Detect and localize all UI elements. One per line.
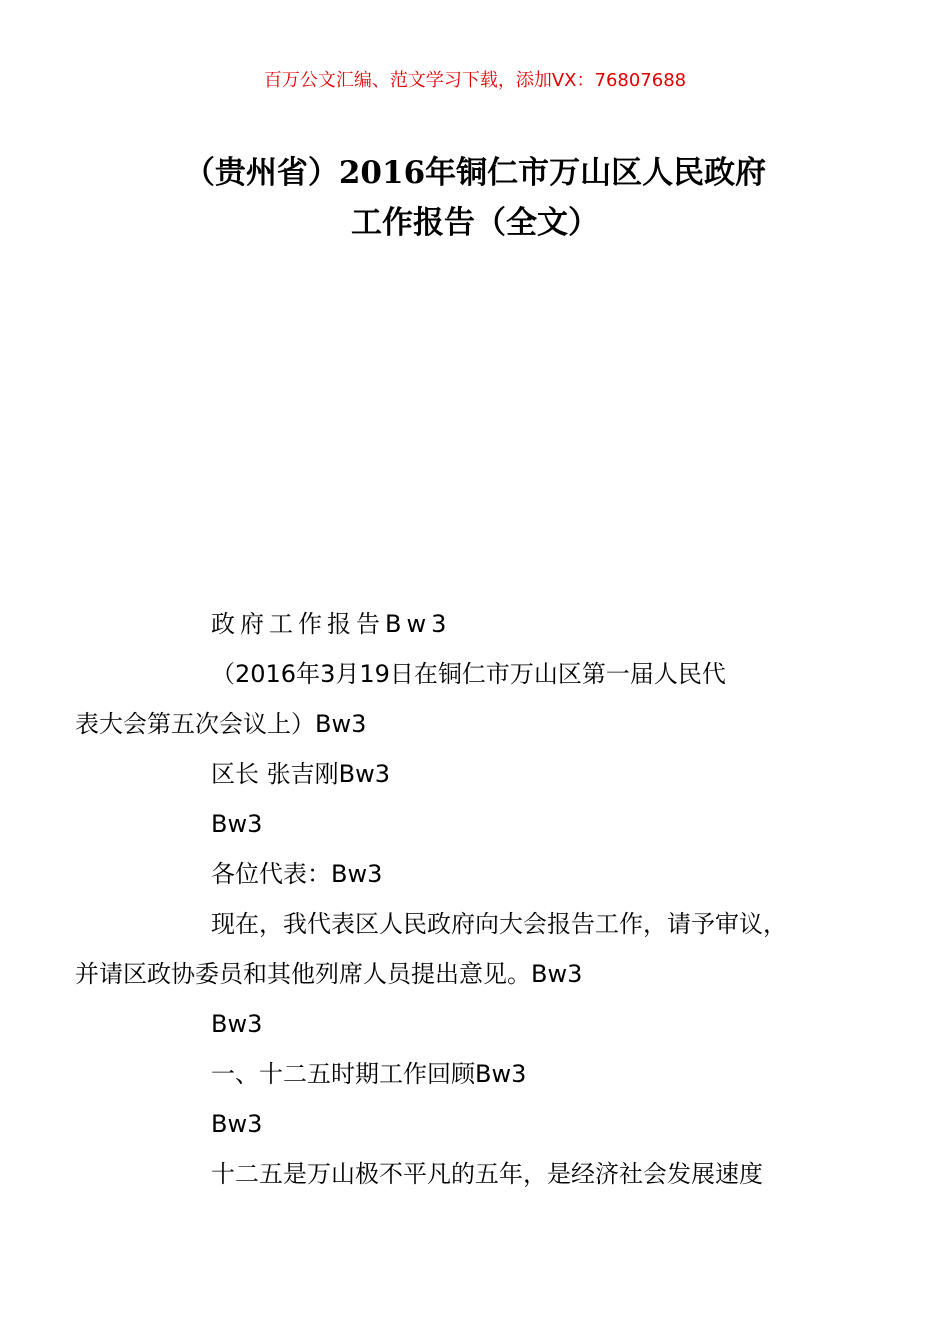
paragraph-marker: [143, 1099, 843, 1149]
paragraph-marker: [143, 799, 843, 849]
paragraph-line: 区长 张吉刚Bw3: [211, 760, 390, 788]
paragraph-line: Bw3: [211, 1110, 263, 1138]
paragraph-line: 现在，我代表区人民政府向大会报告工作，请予审议，: [211, 910, 787, 938]
paragraph-line: Bw3: [211, 810, 263, 838]
paragraph-line: 政府工作报告Bw3: [211, 610, 452, 638]
paragraph-speaker: [143, 749, 843, 799]
paragraph-line: Bw3: [211, 1010, 263, 1038]
paragraph-opening: [75, 899, 843, 999]
document-title: [100, 148, 850, 248]
document-body: [75, 599, 843, 1199]
paragraph-line: 并请区政协委员和其他列席人员提出意见。Bw3: [75, 960, 583, 988]
paragraph-line: 一、十二五时期工作回顾Bw3: [211, 1060, 527, 1088]
paragraph-marker: [143, 999, 843, 1049]
paragraph-meeting-date: [75, 649, 843, 749]
header-watermark-note: 百万公文汇编、范文学习下载，添加VX：76807688: [263, 70, 687, 91]
paragraph-section-heading: [143, 1049, 843, 1099]
document-title-line-1: （贵州省）2016年铜仁市万山区人民政府: [183, 155, 767, 191]
paragraph-salutation: [143, 849, 843, 899]
paragraph-line: 各位代表：Bw3: [211, 860, 383, 888]
paragraph-line: 表大会第五次会议上）Bw3: [75, 710, 367, 738]
paragraph-line: 十二五是万山极不平凡的五年，是经济社会发展速度: [211, 1160, 763, 1188]
paragraph-review-start: [143, 1149, 843, 1199]
paragraph-report-heading: [143, 599, 843, 649]
document-title-line-2: 工作报告（全文）: [351, 205, 599, 241]
paragraph-line: （2016年3月19日在铜仁市万山区第一届人民代: [211, 660, 726, 688]
